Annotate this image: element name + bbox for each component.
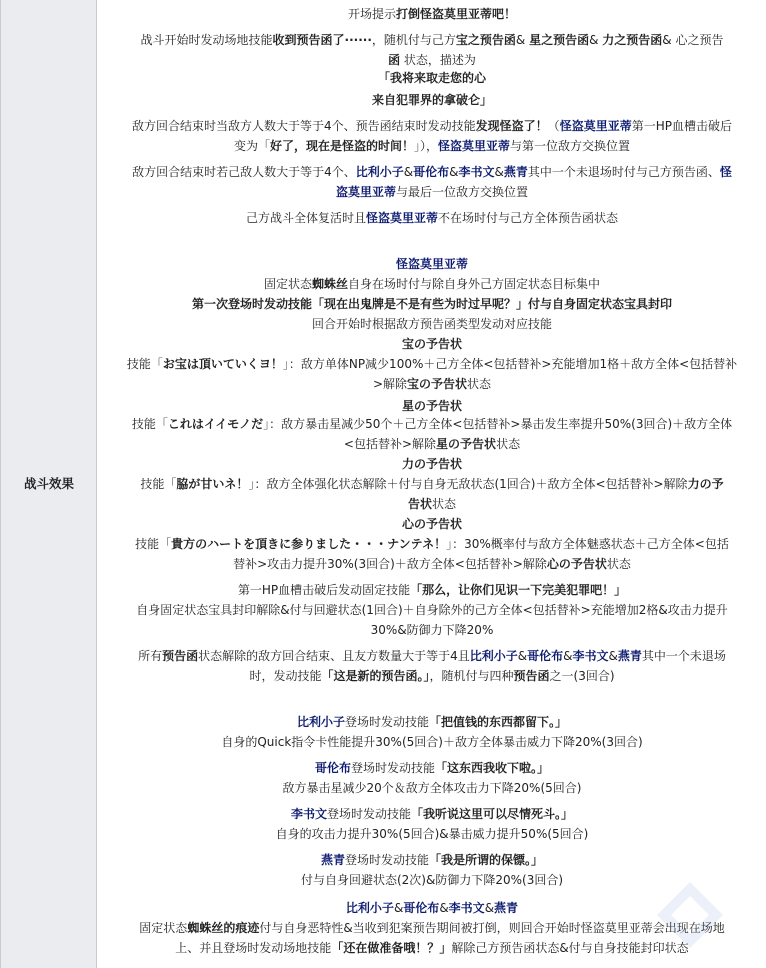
text-segment: 变为「: [233, 139, 270, 153]
text-segment: &: [515, 33, 530, 47]
effect-line: [102, 162, 762, 182]
text-segment: 战斗开始时发动场地技能: [140, 33, 273, 47]
effect-line: [102, 30, 762, 50]
text-segment: 所有: [138, 649, 163, 663]
text-segment: 登场时发动技能: [350, 761, 435, 775]
text-segment: 星之预告函: [529, 33, 590, 47]
effect-line: [102, 116, 762, 136]
text-segment: 状态: [606, 557, 631, 571]
row-header-label: 战斗效果: [23, 476, 74, 491]
text-segment: 状态: [467, 377, 492, 391]
text-segment: 状态: [496, 437, 521, 451]
text-segment: 宝の予告状: [401, 337, 462, 351]
text-segment: 与第一位敌方交换位置: [510, 139, 631, 153]
effect-line: [102, 294, 762, 314]
servant-link[interactable]: 比利小子: [355, 165, 404, 179]
effect-line: [102, 778, 762, 798]
text-segment: 第一HP血槽击破后: [631, 119, 732, 133]
effect-line: [102, 804, 762, 824]
servant-link[interactable]: 怪盗莫里亚蒂: [559, 119, 632, 133]
text-segment: お宝は頂いていくヨ！: [162, 357, 283, 371]
text-segment: &: [494, 165, 504, 179]
text-segment: 心之预告: [675, 33, 724, 47]
effect-line: [102, 182, 762, 202]
servant-link[interactable]: 比利小子: [469, 649, 518, 663]
effect-line: [102, 50, 762, 70]
text-segment: 貴方のハートを頂きに参りました・・・ナンテネ！: [171, 537, 447, 551]
text-segment: 函: [388, 53, 401, 67]
text-segment: 付与自身恶特性&当收到犯案预告期间被打倒，则回合开始时怪盗莫里亚蒂会出现在场地: [259, 921, 725, 935]
text-segment: 己方战斗全体复活时且: [245, 211, 366, 225]
text-segment: 发现怪盗了！: [475, 119, 548, 133]
text-segment: 其中一个未退场时付与己方预告函、: [527, 165, 720, 179]
text-segment: 登场时发动技能: [344, 715, 429, 729]
text-segment: 自身固定状态宝具封印解除&付与回避状态(1回合)＋自身除外的己方全体<包括替补>充能增加2格&攻击力提升: [136, 603, 728, 617]
text-segment: 蜘蛛丝: [311, 277, 348, 291]
effect-line: [102, 758, 762, 778]
text-segment: 告状: [407, 497, 432, 511]
text-segment: 「那么，让你们见识一下完美犯罪吧！」: [410, 583, 627, 597]
text-segment: 「我听说这里可以尽情死斗。」: [411, 807, 574, 821]
text-segment: 心の予告状: [546, 557, 607, 571]
text-segment: 宝の予告状: [407, 377, 468, 391]
effect-line: [102, 474, 762, 494]
text-segment: 自身在场时付与除自身外己方固定状态目标集中: [348, 277, 601, 291]
text-segment: 「这东西我收下啦。」: [435, 761, 550, 775]
text-segment: 自身的Quick指令卡性能提升30%(5回合)＋敌方全体暴击威力下降20%(3回合): [221, 735, 643, 749]
text-segment: 自身的攻击力提升30%(5回合)&暴击威力提升50%(5回合): [275, 827, 589, 841]
text-segment: 心の予告状: [401, 517, 462, 531]
text-segment: 力之预告函: [602, 33, 663, 47]
effect-line: [102, 850, 762, 870]
servant-link[interactable]: 李书文: [448, 901, 485, 915]
text-segment: &: [608, 649, 618, 663]
text-segment: &: [662, 33, 676, 47]
text-segment: 好了，现在是怪盗的时间！: [269, 139, 414, 153]
effect-line: [102, 414, 762, 434]
text-segment: ，随机付与四种: [429, 669, 514, 683]
text-segment: 来自犯罪界的拿破仑」: [371, 93, 492, 107]
effect-line: [102, 254, 762, 274]
servant-link[interactable]: 怪盗莫里亚蒂: [365, 211, 438, 225]
text-segment: 脇が甘いネ！: [176, 477, 249, 491]
text-segment: 打倒怪盗莫里亚蒂吧！: [396, 7, 517, 21]
text-segment: <包括替补>解除: [343, 437, 437, 451]
text-segment: 「把值钱的东西都留下。」: [429, 715, 568, 729]
effect-line: [102, 434, 762, 454]
text-segment: （: [547, 119, 560, 133]
text-segment: 星の予告状: [436, 437, 497, 451]
servant-link[interactable]: 哥伦布: [314, 761, 351, 775]
text-segment: ，随机付与己方: [371, 33, 456, 47]
servant-link[interactable]: 比利小子: [296, 715, 345, 729]
effect-line: [102, 666, 762, 686]
servant-link[interactable]: 李书文: [290, 807, 327, 821]
text-segment: &: [403, 165, 414, 179]
servant-link[interactable]: 比利小子: [345, 901, 394, 915]
text-segment: 登场时发动技能: [326, 807, 411, 821]
text-segment: 蜘蛛丝的痕迹: [187, 921, 260, 935]
text-segment: 「还在做准备哦！？」: [331, 941, 452, 955]
text-segment: 「这是新的预告函。」: [321, 669, 430, 683]
text-segment: 回合开始时根据敌方预告函类型发动对应技能: [311, 317, 552, 331]
servant-link[interactable]: 怪盗莫里亚蒂: [438, 139, 511, 153]
effect-line: [102, 396, 762, 416]
text-segment: 「我将来取走您的心: [377, 71, 486, 85]
text-segment: 不在场时付与己方全体预告函状态: [438, 211, 619, 225]
text-segment: 」：敌方暴击星减少50个＋己方全体<包括替补>暴击发生率提升50%(3回合)＋敌方全体: [263, 417, 733, 431]
effect-line: [102, 620, 762, 640]
servant-link[interactable]: 怪: [719, 165, 732, 179]
effect-line: [102, 454, 762, 474]
text-segment: 」：敌方单体NP减少100%＋己方全体<包括替补>充能增加1格＋敌方全体<包括替补: [282, 357, 738, 371]
effect-line: [102, 580, 762, 600]
text-segment: 上、并且登场时发动场地技能: [175, 941, 332, 955]
text-segment: 第一次登场时发动技能「现在出鬼牌是不是有些为时过早呢？」付与自身固定状态宝具封印: [191, 297, 672, 311]
text-segment: 状态解除的敌方回合结束、且友方数量大于等于4且: [198, 649, 470, 663]
effect-line: [102, 712, 762, 732]
text-segment: &: [589, 33, 603, 47]
text-segment: 敌方暴击星减少20个＆敌方全体攻击力下降20%(5回合): [282, 781, 582, 795]
servant-link[interactable]: 李书文: [572, 649, 609, 663]
effects-content: [98, 0, 766, 968]
servant-link[interactable]: 燕青: [503, 165, 528, 179]
text-segment: 」：敌方全体强化状态解除＋付与自身无敌状态(1回合)＋敌方全体<包括替补>解除: [248, 477, 688, 491]
text-segment: 状态: [432, 497, 457, 511]
text-segment: 力の予: [687, 477, 724, 491]
text-segment: &: [563, 649, 573, 663]
effect-line: [102, 208, 762, 228]
effect-line: [102, 554, 762, 574]
text-segment: 技能「: [126, 357, 163, 371]
text-segment: 与最后一位敌方交换位置: [396, 185, 529, 199]
text-segment: 技能「: [131, 417, 168, 431]
effect-line: [102, 4, 762, 24]
text-segment: 技能「: [140, 477, 177, 491]
text-segment: 预告函: [162, 649, 199, 663]
effect-line: [102, 354, 762, 374]
text-segment: 登场时发动技能: [344, 853, 429, 867]
text-segment: 时，发动技能: [249, 669, 322, 683]
text-segment: これはイイモノだ: [167, 417, 264, 431]
text-segment: 「我是所谓的保镖。」: [429, 853, 544, 867]
effect-line: [102, 274, 762, 294]
text-segment: &: [439, 901, 449, 915]
servant-link[interactable]: 燕青: [617, 649, 642, 663]
effect-line: [102, 90, 762, 110]
servant-link[interactable]: 怪盗莫里亚蒂: [395, 257, 468, 271]
text-segment: 30%&防御力下降20%: [370, 623, 494, 637]
text-segment: 开场提示: [347, 7, 396, 21]
servant-link[interactable]: 燕青: [320, 853, 345, 867]
effect-line: [102, 334, 762, 354]
servant-link[interactable]: 燕青: [494, 901, 519, 915]
effect-line: [102, 494, 762, 514]
text-segment: 」），: [413, 139, 438, 153]
effect-line: [102, 314, 762, 334]
text-segment: 第一HP血槽击破后发动固定技能: [237, 583, 411, 597]
text-segment: 替补>攻击力提升30%(3回合)＋敌方全体<包括替补>解除: [233, 557, 547, 571]
text-segment: 付与自身回避状态(2次)&防御力下降20%(3回合): [300, 873, 564, 887]
effect-line: [102, 374, 762, 394]
text-segment: 收到预告函了······: [272, 33, 372, 47]
servant-link[interactable]: 哥伦布: [403, 901, 440, 915]
effect-line: [102, 534, 762, 554]
text-segment: 其中一个未退场: [641, 649, 726, 663]
text-segment: 状态，描述为: [400, 53, 476, 67]
text-segment: &: [449, 165, 459, 179]
text-segment: 技能「: [135, 537, 172, 551]
effect-line: [102, 824, 762, 844]
text-segment: 宝之预告函: [455, 33, 516, 47]
servant-link[interactable]: 盗莫里亚蒂: [335, 185, 396, 199]
text-segment: 之一(3回合): [549, 669, 615, 683]
text-segment: &: [484, 901, 495, 915]
watermark-icon: [655, 880, 725, 950]
text-segment: 解除己方预告函状态&付与自身技能封印状态: [451, 941, 689, 955]
effect-line: [102, 68, 762, 88]
text-segment: 」：30%概率付与敌方全体魅惑状态＋己方全体<包括: [446, 537, 729, 551]
text-segment: 固定状态: [263, 277, 312, 291]
text-segment: 星の予告状: [401, 399, 462, 413]
text-segment: 力の予告状: [401, 457, 462, 471]
text-segment: &: [393, 901, 404, 915]
text-segment: 预告函: [513, 669, 550, 683]
effect-line: [102, 732, 762, 752]
text-segment: 敌方回合结束时若己敌人数大于等于4个、: [132, 165, 356, 179]
servant-link[interactable]: 哥伦布: [527, 649, 564, 663]
servant-link[interactable]: 李书文: [458, 165, 495, 179]
effect-line: [102, 646, 762, 666]
effect-line: [102, 514, 762, 534]
text-segment: &: [517, 649, 528, 663]
effect-line: [102, 600, 762, 620]
row-header-cell: [1, 0, 97, 968]
text-segment: 固定状态: [139, 921, 188, 935]
text-segment: 敌方回合结束时当敌方人数大于等于4个、预告函结束时发动技能: [132, 119, 476, 133]
effect-line: [102, 136, 762, 156]
servant-link[interactable]: 哥伦布: [413, 165, 450, 179]
text-segment: >解除: [372, 377, 408, 391]
